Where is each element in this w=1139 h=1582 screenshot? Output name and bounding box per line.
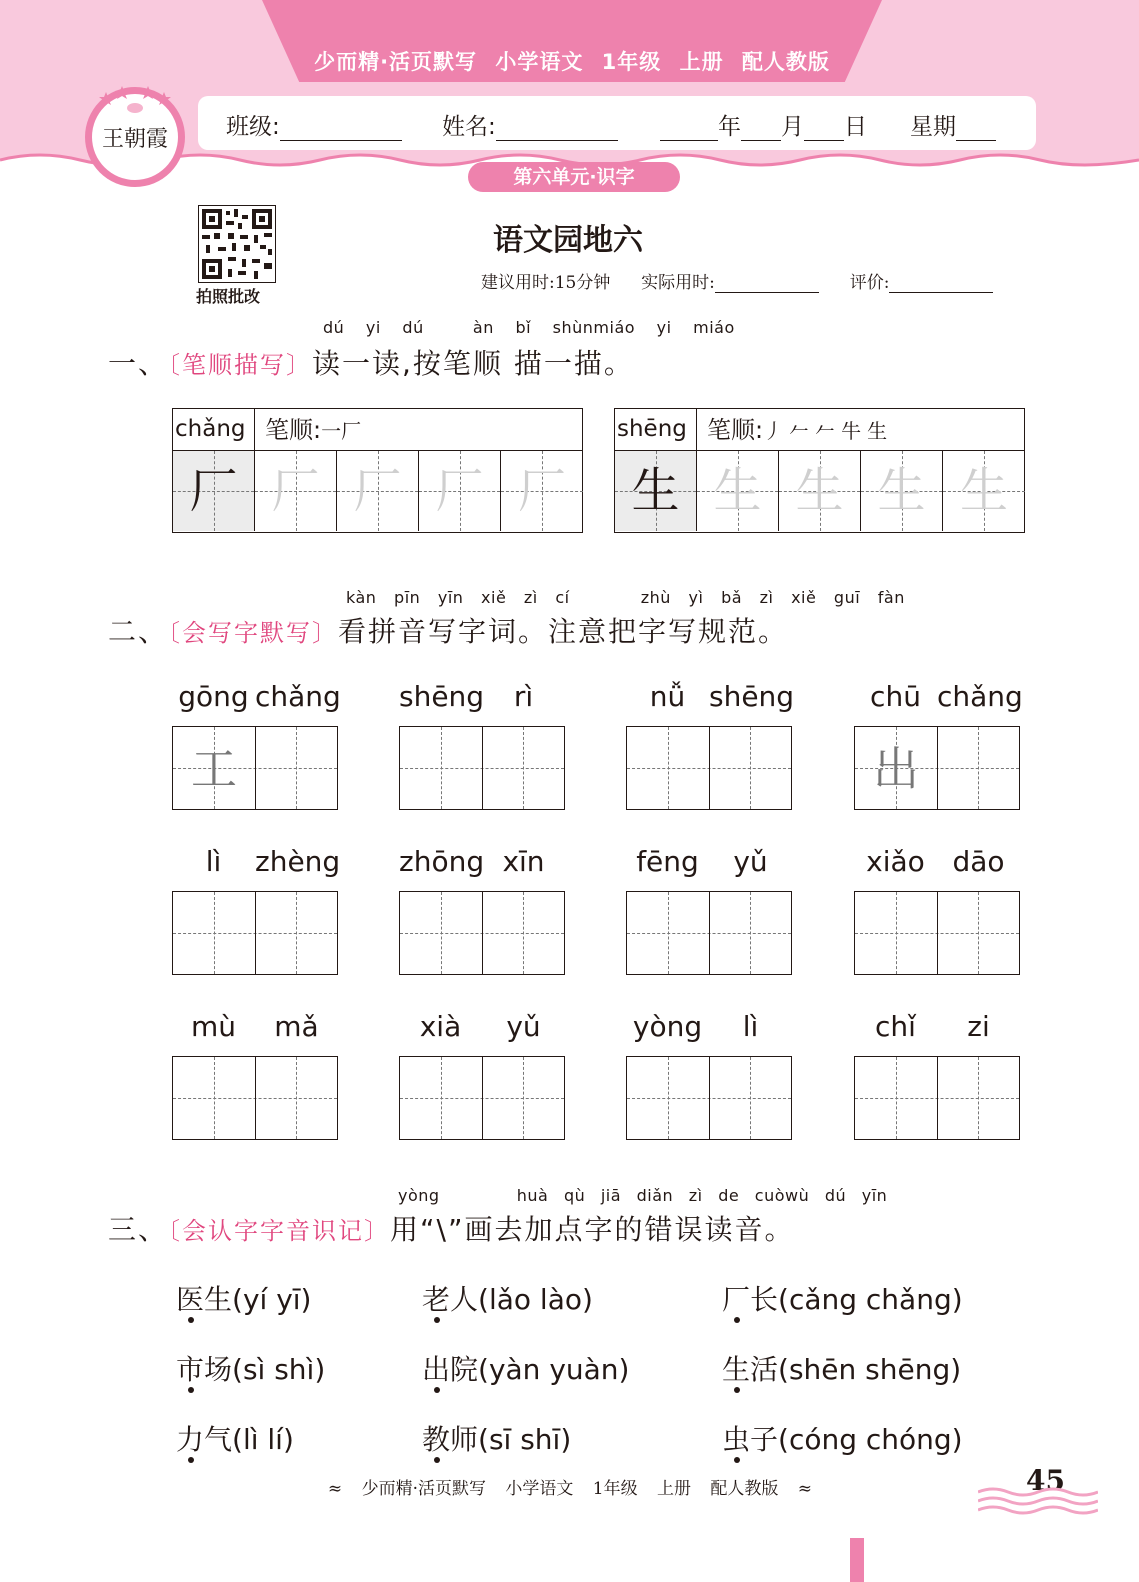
rating-field[interactable] — [889, 275, 993, 293]
section3-tag: 〔会认字字音识记〕 — [168, 1217, 391, 1245]
item-word: 教师 — [422, 1423, 478, 1456]
item-word: 厂长 — [722, 1283, 778, 1316]
trace-cell[interactable]: 生 — [779, 451, 861, 531]
section1-instruction: 读一读,按笔顺 描一描。 — [312, 347, 634, 380]
writing-box[interactable] — [854, 891, 1020, 975]
emphasis-dot — [434, 1387, 440, 1393]
pronunciation-item[interactable] — [722, 1278, 963, 1318]
emphasis-dot — [188, 1457, 194, 1463]
model-char-cell: 生 — [615, 451, 697, 531]
weekday-field[interactable] — [956, 117, 996, 141]
stroke-order-label: 笔顺: — [707, 416, 764, 444]
footer-text: ≈ 少而精·活页默写 小学语文 1年级 上册 配人教版 ≈ — [327, 1479, 813, 1499]
name-label: 姓名: — [442, 114, 496, 140]
pronunciation-item[interactable] — [176, 1418, 294, 1458]
word-pinyin: lì zhèng — [205, 845, 341, 878]
actual-time-label: 实际用时: — [641, 273, 715, 293]
emphasis-dot — [434, 1317, 440, 1323]
pronunciation-item[interactable] — [176, 1278, 311, 1318]
page-number: 45 — [1026, 1464, 1065, 1497]
logo-text: 王朝霞 — [101, 127, 169, 152]
trace-cell[interactable]: 厂 — [337, 451, 419, 531]
item-options[interactable]: (lì lí) — [232, 1423, 294, 1456]
item-options[interactable]: (sī shī) — [478, 1423, 572, 1456]
word-pinyin: yòng lì — [632, 1010, 759, 1043]
page-title: 语文园地六 — [493, 223, 643, 258]
item-word: 力气 — [176, 1423, 232, 1456]
section1-tag: 〔笔顺描写〕 — [168, 351, 313, 379]
pronunciation-item[interactable] — [422, 1278, 593, 1318]
item-options[interactable]: (lǎo lào) — [478, 1283, 593, 1316]
stroke-table-chang — [172, 408, 583, 533]
word-pinyin: chǐ zi — [875, 1010, 990, 1043]
word-pinyin: mù mǎ — [190, 1010, 319, 1043]
word-pinyin: gōng chǎng — [178, 680, 341, 713]
actual-time-field[interactable] — [715, 275, 819, 293]
item-options[interactable]: (shēn shēng) — [778, 1353, 962, 1386]
day-field[interactable] — [804, 117, 844, 141]
writing-box[interactable] — [172, 891, 338, 975]
weekday-label: 星期 — [910, 114, 956, 140]
item-word: 老人 — [422, 1283, 478, 1316]
given-char: 工 — [191, 742, 237, 796]
writing-box[interactable] — [172, 726, 338, 810]
section2-pinyin: kàn pīn yīn xiě zì cí zhù yì bǎ zì xiě guī fàn — [346, 588, 905, 607]
time-info — [481, 268, 993, 293]
pronunciation-item[interactable] — [722, 1418, 963, 1458]
model-char-cell: 厂 — [173, 451, 255, 531]
item-options[interactable]: (yàn yuàn) — [478, 1353, 630, 1386]
emphasis-dot — [188, 1317, 194, 1323]
rating-label: 评价: — [849, 273, 890, 293]
item-word: 出院 — [422, 1353, 478, 1386]
logo-badge — [82, 84, 188, 190]
writing-box[interactable] — [854, 1056, 1020, 1140]
writing-box[interactable] — [172, 1056, 338, 1140]
section2-instruction: 看拼音写字词。注意把字写规范。 — [338, 615, 789, 648]
stroke-order: 丿𠂉𠂉牛生 — [763, 419, 894, 443]
writing-box[interactable] — [626, 891, 792, 975]
item-word: 生活 — [722, 1353, 778, 1386]
footer-bar — [850, 1538, 864, 1582]
name-field[interactable] — [496, 117, 618, 141]
class-label: 班级: — [226, 114, 280, 140]
stroke-order-label: 笔顺: — [265, 416, 322, 444]
emphasis-dot — [434, 1457, 440, 1463]
item-options[interactable]: (yí yī) — [232, 1283, 312, 1316]
month-label: 月 — [781, 114, 804, 140]
pronunciation-item[interactable] — [722, 1348, 961, 1388]
section3-heading: 三、〔会认字字音识记〕用“\”画去加点字的错误读音。 — [108, 1213, 795, 1246]
writing-box[interactable] — [626, 726, 792, 810]
writing-box[interactable] — [626, 1056, 792, 1140]
word-pinyin: zhōng xīn — [399, 845, 545, 878]
word-pinyin: shēng rì — [399, 680, 534, 713]
trace-cell[interactable]: 生 — [861, 451, 943, 531]
word-pinyin: nǚ shēng — [649, 680, 795, 713]
student-info-bar — [198, 96, 1036, 150]
item-options[interactable]: (cǎng chǎng) — [778, 1283, 963, 1316]
emphasis-dot — [188, 1387, 194, 1393]
item-word: 虫子 — [722, 1423, 778, 1456]
stroke-table-sheng — [614, 408, 1025, 533]
qr-caption: 拍照批改 — [196, 287, 261, 306]
trace-cell[interactable]: 厂 — [501, 451, 583, 531]
word-pinyin: xià yǔ — [419, 1010, 541, 1043]
item-word: 市场 — [176, 1353, 232, 1386]
unit-tag: 第六单元·识字 — [468, 162, 680, 192]
emphasis-dot — [734, 1387, 740, 1393]
pronunciation-item[interactable] — [176, 1348, 325, 1388]
section2-tag: 〔会写字默写〕 — [168, 619, 339, 647]
section3-pinyin: yòng huà qù jiā diǎn zì de cuòwù dú yīn — [398, 1186, 888, 1205]
section3-instruction: 用“\”画去加点字的错误读音。 — [390, 1213, 795, 1246]
word-pinyin: xiǎo dāo — [866, 845, 1005, 878]
given-char: 出 — [873, 742, 919, 796]
item-options[interactable]: (sì shì) — [232, 1353, 326, 1386]
emphasis-dot — [734, 1457, 740, 1463]
trace-cell[interactable]: 生 — [697, 451, 779, 531]
suggested-time: 建议用时:15分钟 — [481, 273, 611, 293]
writing-box[interactable] — [399, 891, 565, 975]
pronunciation-item[interactable] — [422, 1348, 629, 1388]
year-field[interactable] — [660, 117, 718, 141]
pronunciation-item[interactable] — [422, 1418, 571, 1458]
class-field[interactable] — [280, 117, 402, 141]
word-pinyin: fēng yǔ — [636, 845, 768, 878]
trace-cell[interactable]: 生 — [943, 451, 1025, 531]
trace-cell[interactable]: 厂 — [419, 451, 501, 531]
writing-box[interactable] — [854, 726, 1020, 810]
stroke-pinyin: shēng — [615, 409, 697, 451]
section2-heading: 二、〔会写字默写〕看拼音写字词。注意把字写规范。 — [108, 615, 789, 648]
word-pinyin: chū chǎng — [870, 680, 1023, 713]
section1-pinyin: dú yi dú àn bǐ shùnmiáo yi miáo — [323, 318, 735, 337]
month-field[interactable] — [741, 117, 781, 141]
emphasis-dot — [734, 1317, 740, 1323]
year-label: 年 — [718, 114, 741, 140]
section1-heading: 一、〔笔顺描写〕读一读,按笔顺 描一描。 — [108, 347, 634, 380]
series-title: 少而精·活页默写 小学语文 1年级 上册 配人教版 — [314, 50, 830, 74]
day-label: 日 — [844, 114, 867, 140]
stroke-order: 一厂 — [321, 419, 362, 443]
writing-box[interactable] — [399, 726, 565, 810]
qr-code-icon[interactable] — [198, 205, 276, 283]
stroke-pinyin: chǎng — [173, 409, 255, 451]
trace-cell[interactable]: 厂 — [255, 451, 337, 531]
writing-box[interactable] — [399, 1056, 565, 1140]
footer-wave — [978, 1484, 1098, 1520]
item-word: 医生 — [176, 1283, 232, 1316]
item-options[interactable]: (cóng chóng) — [778, 1423, 963, 1456]
